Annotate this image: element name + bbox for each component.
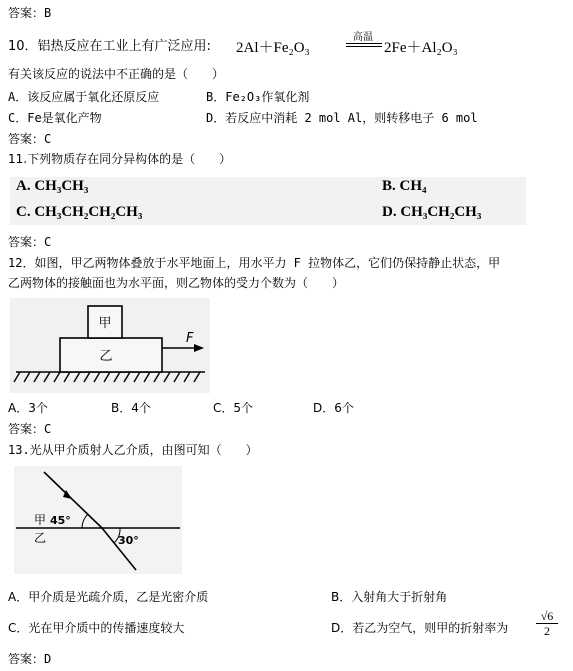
q10-option-b: B．Fe₂O₃作氧化剂	[206, 90, 310, 104]
q10-condition: 高温	[353, 32, 373, 43]
q10-arrow-line-top	[346, 43, 382, 44]
answer-letter: B	[44, 6, 52, 20]
q10-equation-right: 2Fe＋Al₂O₃	[384, 40, 458, 56]
q11-option-b: B. CH₄	[382, 178, 427, 194]
q13-option-d: D．若乙为空气，则甲的折射率为	[331, 621, 509, 635]
q10-option-c: C．Fe是氧化产物	[8, 111, 102, 125]
q12-answer: 答案：C	[8, 422, 52, 436]
lower-medium-label: 乙	[34, 531, 47, 545]
q13-option-c: C．光在甲介质中的传播速度较大	[8, 621, 185, 635]
q12-figure	[10, 298, 210, 393]
q12-option-d: D．6个	[313, 401, 354, 415]
force-label: F	[186, 331, 194, 346]
upper-medium-label: 甲	[34, 513, 47, 527]
q11-stem: 11.下列物质存在同分异构体的是（ ）	[8, 152, 232, 166]
refraction-angle-label: 30°	[118, 534, 139, 547]
q13-stem: 13.光从甲介质射人乙介质，由图可知（ ）	[8, 443, 258, 457]
q13-figure	[14, 466, 182, 574]
q12-stem-line1: 12．如图，甲乙两物体叠放于水平地面上，用水平力 F 拉物体乙，它们仍保持静止状态，甲	[8, 256, 501, 270]
q12-option-b: B．4个	[111, 401, 151, 415]
q10-arrow-line-bottom	[346, 46, 382, 47]
q9-answer	[8, 6, 51, 21]
fraction-denominator: 2	[544, 624, 550, 638]
q10-prefix: 10．铝热反应在工业上有广泛应用:	[8, 39, 211, 54]
fraction-numerator: √6	[536, 609, 558, 624]
q10-equation-left: 2Al＋Fe₂O₃	[236, 40, 310, 56]
q12-stem-line2: 乙两物体的接触面也为水平面，则乙物体的受力个数为（ ）	[8, 276, 345, 290]
block-jia-label: 甲	[98, 316, 112, 331]
q11-option-a: A. CH₃CH₃	[16, 178, 89, 194]
q12-option-a: A．3个	[8, 401, 48, 415]
q10-option-d: D．若反应中消耗 2 mol Al，则转移电子 6 mol	[206, 111, 478, 125]
q10-option-a: A．该反应属于氧化还原反应	[8, 90, 160, 104]
q11-option-c: C. CH₃CH₂CH₂CH₃	[16, 204, 143, 220]
block-yi-label: 乙	[99, 349, 113, 364]
answer-prefix: 答案：	[8, 6, 45, 20]
q13-option-a: A．甲介质是光疏介质，乙是光密介质	[8, 590, 209, 604]
q10-stem: 有关该反应的说法中不正确的是（ ）	[8, 67, 225, 81]
q13-option-b: B．入射角大于折射角	[331, 590, 448, 604]
q11-answer: 答案：C	[8, 235, 52, 249]
q10-answer: 答案：C	[8, 132, 52, 146]
refractive-index-fraction	[536, 609, 558, 638]
incident-angle-label: 45°	[50, 514, 71, 527]
q12-option-c: C．5个	[213, 401, 254, 415]
q13-answer: 答案：D	[8, 652, 52, 666]
q11-option-d: D. CH₃CH₂CH₃	[382, 204, 482, 220]
